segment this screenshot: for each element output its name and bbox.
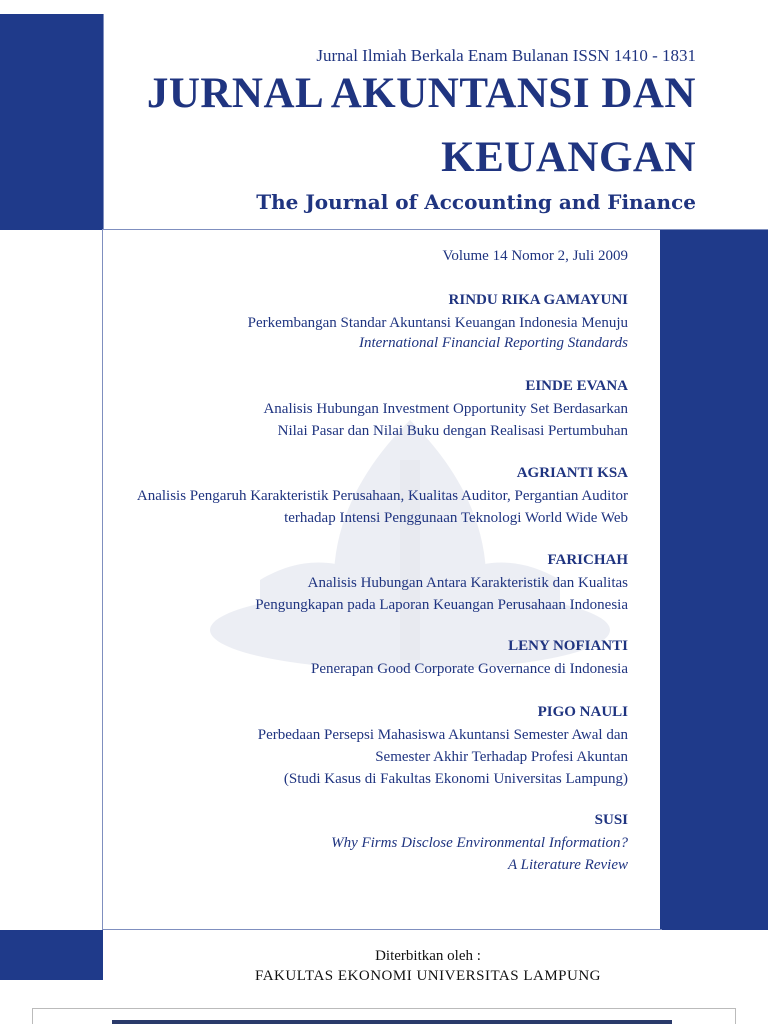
- bottom-frame-line: [32, 1008, 736, 1009]
- article-title-line: A Literature Review: [508, 857, 628, 873]
- article-author: EINDE EVANA: [525, 378, 628, 394]
- article-title-line: International Financial Reporting Standards: [358, 335, 628, 351]
- article-title-line: Analisis Pengaruh Karakteristik Perusahaan, Kualitas Auditor, Pergantian Auditor: [136, 488, 628, 504]
- article-title-line: terhadap Intensi Penggunaan Teknologi World Wide Web: [284, 510, 628, 526]
- frame-line-left: [102, 229, 103, 929]
- issue-volume: Volume 14 Nomor 2, Juli 2009: [442, 248, 628, 264]
- article-author: SUSI: [594, 812, 628, 828]
- article-author: LENY NOFIANTI: [508, 638, 628, 654]
- article-author: RINDU RIKA GAMAYUNI: [448, 292, 628, 308]
- bottom-frame-left: [32, 1008, 33, 1024]
- frame-line-top: [103, 229, 768, 230]
- journal-title-line1: JURNAL AKUNTANSI DAN: [146, 70, 696, 117]
- bottom-dark-strip: [112, 1020, 672, 1024]
- article-title-line: Semester Akhir Terhadap Profesi Akuntan: [375, 749, 628, 765]
- issn-line: Jurnal Ilmiah Berkala Enam Bulanan ISSN 1410 - 1831: [316, 46, 696, 65]
- article-title-line: Perkembangan Standar Akuntansi Keuangan Indonesia Menuju: [247, 315, 628, 331]
- right-blue-band: [660, 230, 768, 930]
- article-title-line: (Studi Kasus di Fakultas Ekonomi Universitas Lampung): [283, 771, 628, 787]
- journal-subtitle: The Journal of Accounting and Finance: [256, 190, 696, 214]
- article-author: AGRIANTI KSA: [516, 465, 628, 481]
- top-left-blue-block: [0, 14, 103, 230]
- article-title-line: Analisis Hubungan Antara Karakteristik dan Kualitas: [307, 575, 628, 591]
- article-author: FARICHAH: [547, 552, 628, 568]
- frame-line-bottom: [102, 929, 662, 930]
- article-title-line: Pengungkapan pada Laporan Keuangan Perusahaan Indonesia: [255, 597, 628, 613]
- article-title-line: Nilai Pasar dan Nilai Buku dengan Realisasi Pertumbuhan: [277, 423, 628, 439]
- journal-title-line2: KEUANGAN: [441, 134, 696, 181]
- frame-line-top-right: [103, 14, 104, 230]
- article-title-line: Perbedaan Persepsi Mahasiswa Akuntansi Semester Awal dan: [257, 727, 628, 743]
- publisher-name: FAKULTAS EKONOMI UNIVERSITAS LAMPUNG: [254, 968, 602, 984]
- bottom-frame-right: [735, 1008, 736, 1024]
- article-title-line: Why Firms Disclose Environmental Information?: [331, 835, 628, 851]
- publisher-label: Diterbitkan oleh :: [375, 948, 481, 964]
- article-title-line: Analisis Hubungan Investment Opportunity Set Berdasarkan: [263, 401, 628, 417]
- article-author: PIGO NAULI: [537, 704, 628, 720]
- article-title-line: Penerapan Good Corporate Governance di Indonesia: [311, 661, 628, 677]
